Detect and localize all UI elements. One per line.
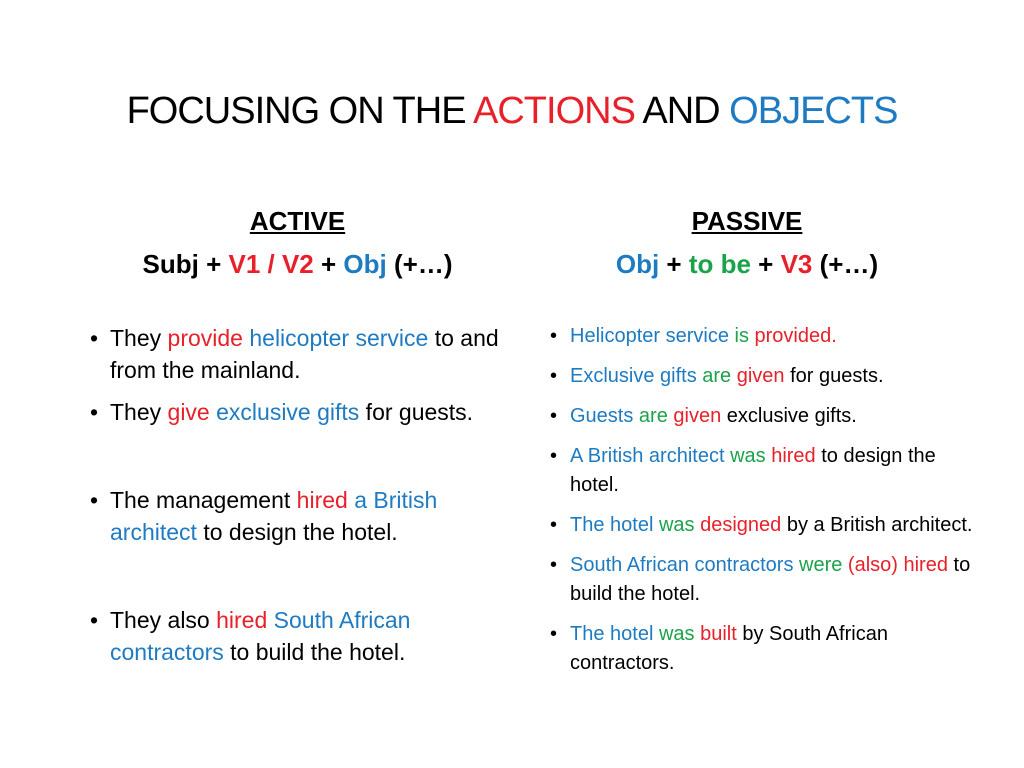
list-item: • The hotel was built by South African contractors. [570, 620, 980, 678]
bullet-icon: • [90, 325, 99, 351]
passive-examples-list [550, 322, 980, 689]
list-item: • They also hired South African contractors to build the hotel. [110, 604, 510, 668]
active-examples-list [90, 322, 510, 668]
bullet-icon: • [90, 399, 99, 425]
list-item: • The hotel was designed by a British architect. [570, 511, 980, 540]
passive-heading: PASSIVE [691, 206, 803, 236]
bullet-icon: • [550, 325, 558, 347]
bullet-icon: • [550, 365, 558, 387]
active-formula: Subj + V1 / V2 + Obj (+…) [142, 249, 453, 279]
slide-title [0, 90, 1024, 133]
bullet-icon: • [550, 554, 558, 576]
list-item: • The management hired a British architect to design the hotel. [110, 484, 510, 548]
active-header [60, 206, 535, 280]
list-item: • Exclusive gifts are given for guests. [570, 362, 980, 391]
bullet-icon: • [90, 607, 99, 633]
bullet-icon: • [550, 445, 558, 467]
list-item: • South African contractors were (also) hired to build the hotel. [570, 551, 980, 609]
title-part: FOCUSING ON THE [126, 90, 474, 132]
bullet-icon: • [550, 514, 558, 536]
passive-header [512, 206, 982, 280]
active-heading: ACTIVE [249, 206, 346, 236]
bullet-icon: • [550, 405, 558, 427]
list-item: • Helicopter service is provided. [570, 322, 980, 351]
passive-formula: Obj + to be + V3 (+…) [615, 249, 879, 279]
title-objects: OBJECTS [729, 90, 898, 132]
title-part: AND [634, 90, 730, 132]
list-item: • They give exclusive gifts for guests. [110, 396, 510, 428]
title-actions: ACTIONS [473, 90, 635, 132]
list-item: • A British architect was hired to design the hotel. [570, 442, 980, 500]
bullet-icon: • [90, 487, 99, 513]
bullet-icon: • [550, 623, 558, 645]
list-item: • Guests are given exclusive gifts. [570, 402, 980, 431]
list-item: • They provide helicopter service to and from the mainland. [110, 322, 510, 386]
